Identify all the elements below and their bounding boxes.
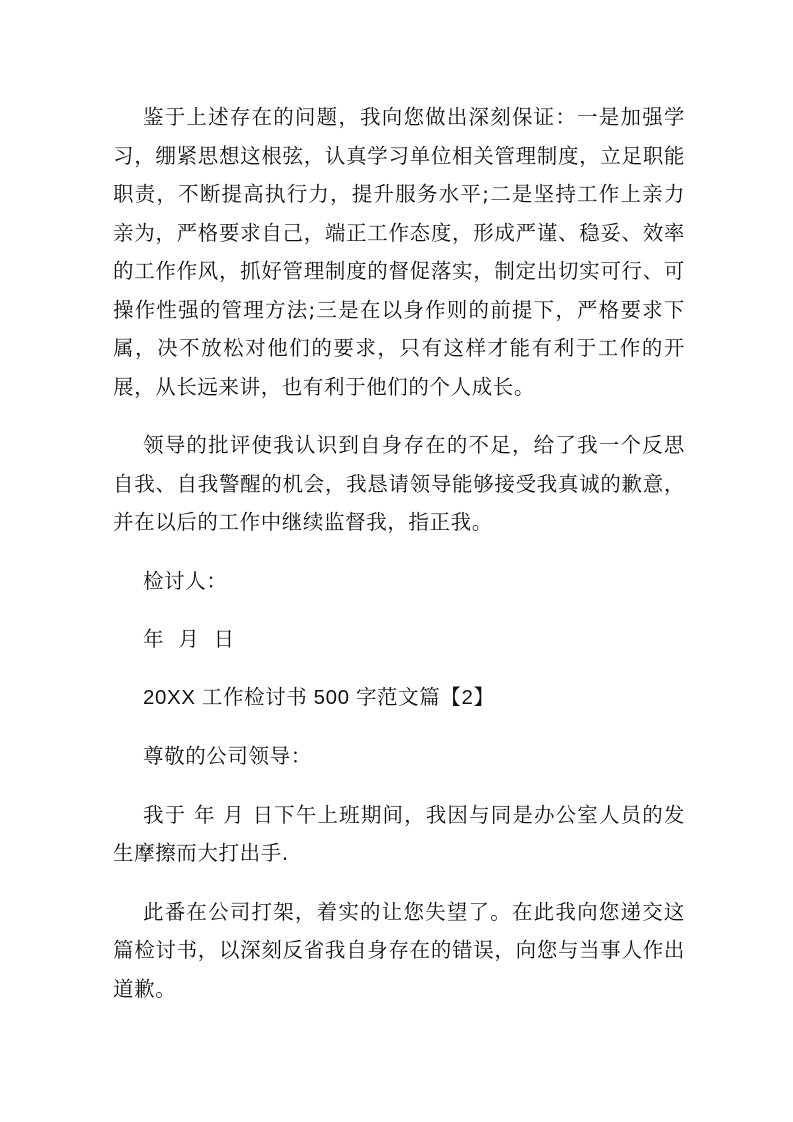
paragraph-apology: 领导的批评使我认识到自身存在的不足，给了我一个反思自我、自我警醒的机会，我恳请领导能够接受我真诚的歉意，并在以后的工作中继续监督我，指正我。	[113, 433, 685, 534]
date-line: 年 月 日	[143, 627, 235, 651]
signature-label: 检讨人：	[143, 568, 228, 593]
paragraph-guarantee: 鉴于上述存在的问题，我向您做出深刻保证：一是加强学习，绷紧思想这根弦，认真学习单位相关管理制度，立足职能职责，不断提高执行力，提升服务水平;二是坚持工作上亲力亲为，严格要求自己，端正工作态度，形成严谨、稳妥、效率的工作作风，抓好管理制度的督促落实，制定出切实可行、可操作性强的管理方法;三是在以身作则的前提下，严格要求下属，决不放松对他们的要求，只有这样才能有利于工作的开展，从长远来讲，也有利于他们的个人成长。	[113, 105, 685, 399]
section-title: 20XX 工作检讨书 500 字范文篇【2】	[143, 685, 495, 709]
paragraph-reflection: 此番在公司打架，着实的让您失望了。在此我向您递交这篇检讨书，以深刻反省我自身存在的错误，向您与当事人作出道歉。	[113, 899, 685, 1001]
document-body	[113, 98, 685, 1008]
paragraph-incident: 我于 年 月 日下午上班期间，我因与同是办公室人员的发生摩擦而大打出手.	[113, 802, 685, 865]
salutation: 尊敬的公司领导：	[143, 744, 312, 768]
